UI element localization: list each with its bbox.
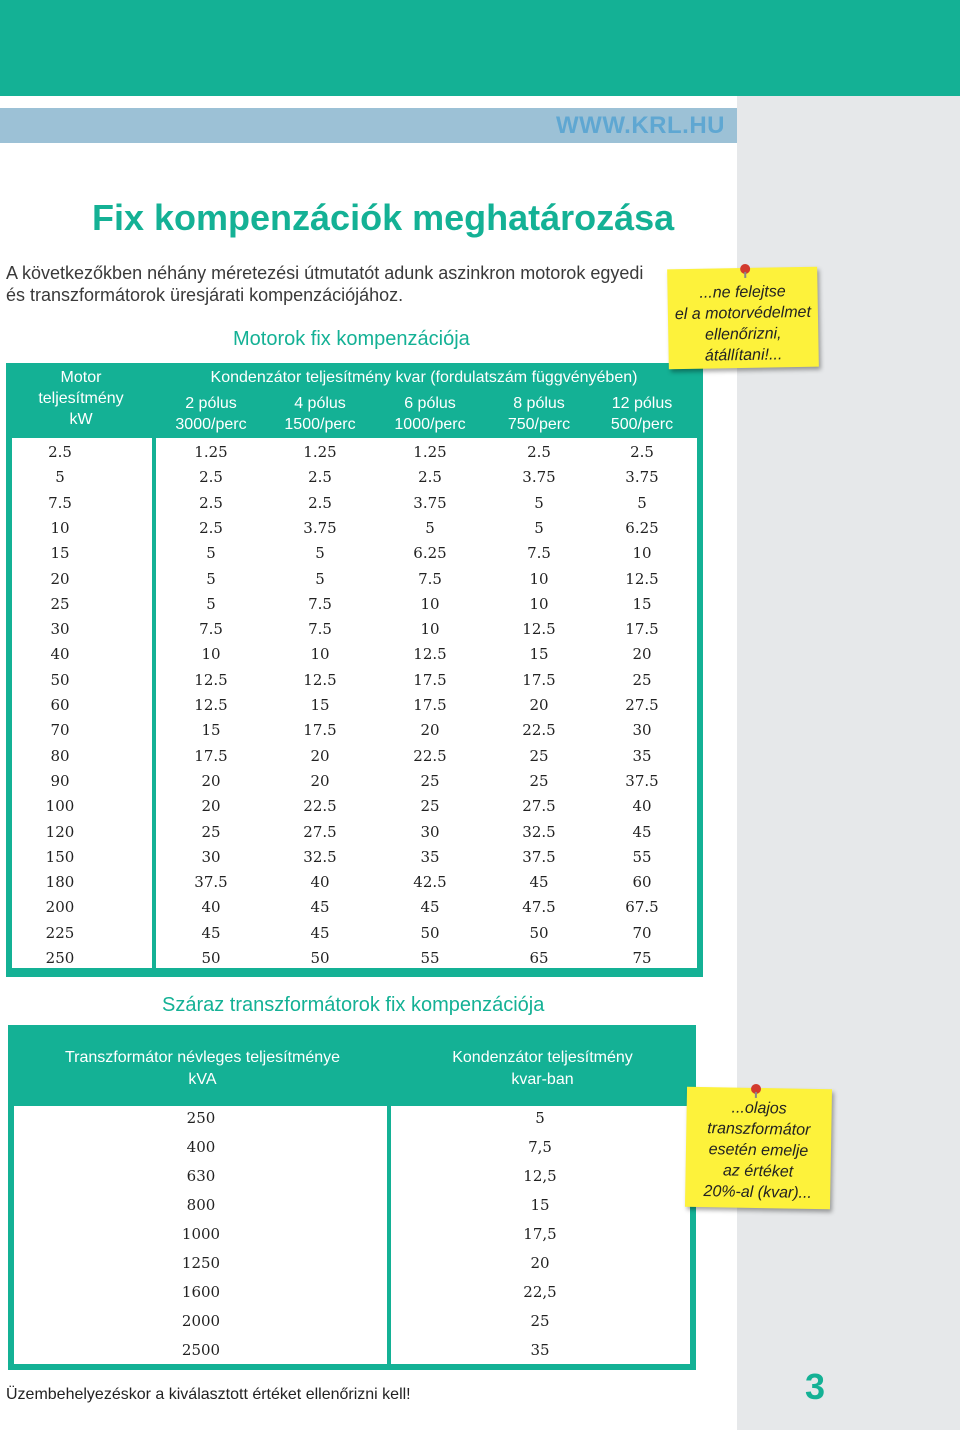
table-row [6,570,703,595]
table-row [6,823,703,848]
url-banner [0,108,737,143]
pole-header: 2 pólus 3000/perc [175,395,247,433]
table-row [6,848,703,873]
transformer-compensation-table [8,1025,696,1370]
table-row [6,671,703,696]
capacitor-kvar-cell: 1.25 [413,443,447,461]
table-row [8,1254,696,1283]
capacitor-kvar-cell: 25 [201,822,221,841]
capacitor-kvar-header: Kondenzátor teljesítmény kvar-ban [452,1049,633,1088]
table-row [8,1283,696,1312]
capacitor-kvar-cell: 5 [534,518,544,537]
capacitor-kvar-cell: 10 [529,594,549,613]
capacitor-kvar-cell: 20 [529,696,549,714]
capacitor-kvar-cell: 10 [310,645,330,664]
capacitor-kvar-cell: 20 [201,797,221,816]
capacitor-kvar-cell: 2.5 [308,493,332,512]
capacitor-kvar-cell: 15 [310,696,330,714]
pole-header: 12 pólus 500/perc [610,395,674,433]
table-row [6,494,703,519]
capacitor-kvar-cell: 7.5 [308,620,332,639]
pushpin-icon [751,1084,761,1094]
capacitor-kvar-cell: 30 [201,847,221,866]
capacitor-kvar-cell: 12.5 [194,696,228,714]
motor-kw-cell: 150 [45,847,75,866]
capacitor-kvar-cell: 3.75 [303,518,337,537]
pushpin-icon [740,264,750,274]
table-row [8,1225,696,1254]
table-row [6,898,703,923]
capacitor-kvar-cell: 50 [529,923,549,942]
capacitor-kvar-cell: 22.5 [522,721,556,740]
transformer-kva-cell: 800 [186,1196,216,1214]
capacitor-kvar-cell: 7,5 [528,1138,552,1156]
capacitor-kvar-cell: 5 [315,544,325,563]
motor-kw-cell: 2.5 [48,443,72,461]
capacitor-kvar-cell: 2.5 [527,443,551,461]
capacitor-kvar-cell: 6.25 [625,518,659,537]
capacitor-kvar-cell: 5 [206,544,216,563]
transformer-kva-cell: 400 [186,1138,216,1156]
motor-kw-cell: 90 [50,771,70,790]
capacitor-kvar-cell: 22.5 [413,746,447,765]
capacitor-kvar-cell: 2.5 [199,468,223,487]
motor-kw-cell: 7.5 [48,493,72,512]
capacitor-kvar-cell: 22.5 [303,797,337,816]
capacitor-kvar-cell: 2.5 [418,468,442,487]
capacitor-kvar-cell: 5 [206,594,216,613]
capacitor-kvar-cell: 17.5 [413,670,447,689]
capacitor-kvar-cell: 45 [420,898,440,917]
capacitor-kvar-cell: 25 [529,746,549,765]
table-row [8,1167,696,1196]
capacitor-kvar-cell: 17.5 [625,620,659,639]
capacitor-kvar-cell: 27.5 [522,797,556,816]
capacitor-kvar-cell: 5 [315,569,325,588]
capacitor-kvar-cell: 25 [420,771,440,790]
capacitor-kvar-cell: 20 [310,771,330,790]
capacitor-kvar-cell: 50 [420,923,440,942]
capacitor-kvar-cell: 17.5 [303,721,337,740]
capacitor-kvar-cell: 10 [420,594,440,613]
right-margin-strip [737,0,960,1430]
motor-kw-cell: 180 [45,873,75,892]
table-row [8,1196,696,1225]
capacitor-kvar-cell: 25 [632,670,652,689]
capacitor-kvar-cell: 50 [310,949,330,967]
capacitor-kvar-cell: 5 [535,1109,545,1127]
capacitor-kvar-cell: 15 [632,594,652,613]
capacitor-kvar-cell: 35 [632,746,652,765]
capacitor-kvar-cell: 12.5 [303,670,337,689]
capacitor-kvar-cell: 10 [420,620,440,639]
capacitor-kvar-cell: 7.5 [527,544,551,563]
capacitor-kvar-cell: 5 [425,518,435,537]
capacitor-kvar-cell: 32.5 [303,847,337,866]
capacitor-kvar-cell: 1.25 [303,443,337,461]
capacitor-kvar-cell: 2.5 [630,443,654,461]
capacitor-kvar-cell: 17,5 [523,1225,557,1243]
transformer-kva-cell: 2000 [181,1312,221,1330]
transformer-kva-cell: 1250 [181,1254,221,1272]
intro-line-1: A következőkben néhány méretezési útmutatót adunk aszinkron motorok egyedi [6,263,644,283]
capacitor-kvar-cell: 22,5 [523,1283,557,1301]
transformer-kva-cell: 630 [186,1167,216,1185]
capacitor-kvar-cell: 20 [201,771,221,790]
capacitor-kvar-cell: 7.5 [418,569,442,588]
motor-kw-cell: 20 [50,569,70,588]
capacitor-kvar-cell: 45 [310,923,330,942]
table-row [6,443,703,468]
capacitor-kvar-cell: 25 [530,1312,550,1330]
capacitor-kvar-cell: 17.5 [413,696,447,714]
transformer-kva-cell: 2500 [181,1341,221,1359]
capacitor-kvar-cell: 2.5 [199,493,223,512]
pole-header: 6 pólus 1000/perc [394,395,466,433]
capacitor-kvar-cell: 40 [632,797,652,816]
motor-kw-cell: 225 [45,923,75,942]
motor-section-title: Motorok fix kompenzációja [233,328,470,350]
intro-line-2: és transzformátorok üresjárati kompenzációjához. [6,285,404,305]
capacitor-kvar-cell: 20 [632,645,652,664]
capacitor-kvar-cell: 2.5 [308,468,332,487]
pole-header: 4 pólus 1500/perc [284,395,356,433]
capacitor-kvar-cell: 55 [632,847,652,866]
capacitor-kvar-cell: 50 [201,949,221,967]
capacitor-kvar-cell: 35 [420,847,440,866]
capacitor-kvar-cell: 45 [632,822,652,841]
capacitor-kvar-cell: 30 [632,721,652,740]
capacitor-kvar-cell: 1.25 [194,443,228,461]
capacitor-kvar-cell: 27.5 [303,822,337,841]
capacitor-kvar-cell: 45 [201,923,221,942]
capacitor-kvar-cell: 45 [310,898,330,917]
capacitor-kvar-cell: 5 [206,569,216,588]
capacitor-kvar-cell: 20 [530,1254,550,1272]
capacitor-kvar-cell: 37.5 [194,873,228,892]
page-number: 3 [805,1366,826,1407]
capacitor-kvar-cell: 10 [201,645,221,664]
capacitor-kvar-cell: 30 [420,822,440,841]
motor-compensation-table [6,363,703,977]
capacitor-kvar-cell: 67.5 [625,898,659,917]
capacitor-kvar-cell: 3.75 [413,493,447,512]
transformer-kva-cell: 250 [186,1109,216,1127]
capacitor-kvar-cell: 10 [632,544,652,563]
capacitor-kvar-cell: 55 [420,949,440,967]
capacitor-kvar-cell: 37.5 [522,847,556,866]
capacitor-kvar-cell: 5 [637,493,647,512]
capacitor-kvar-cell: 10 [529,569,549,588]
capacitor-kvar-cell: 37.5 [625,771,659,790]
motor-kw-cell: 25 [50,594,70,613]
motor-kw-cell: 10 [50,518,70,537]
table-row [6,468,703,493]
table-row [6,797,703,822]
capacitor-kvar-cell: 27.5 [625,696,659,714]
table-row [8,1312,696,1341]
footer-note: Üzembehelyezéskor a kiválasztott értéket ellenőrizni kell! [6,1386,411,1403]
page-title: Fix kompenzációk meghatározása [92,197,675,238]
capacitor-kvar-cell: 5 [534,493,544,512]
capacitor-kvar-cell: 42.5 [413,873,447,892]
capacitor-kvar-cell: 35 [530,1341,550,1359]
capacitor-kvar-cell: 75 [632,949,652,967]
capacitor-kvar-cell: 12.5 [625,569,659,588]
table-row [8,1341,696,1370]
motor-kw-cell: 100 [45,797,75,816]
motor-kw-cell: 120 [45,822,75,841]
capacitor-kvar-cell: 12.5 [413,645,447,664]
sticky-note-oil-transformer: ...olajos transzformátor esetén emelje az értéket 20%-al (kvar)... [685,1087,832,1210]
capacitor-kvar-cell: 12.5 [194,670,228,689]
table-row [6,620,703,645]
motor-kw-cell: 200 [45,898,75,917]
capacitor-kvar-cell: 15 [530,1196,550,1214]
capacitor-kvar-cell: 15 [201,721,221,740]
capacitor-kvar-cell: 20 [420,721,440,740]
table-row [6,721,703,746]
capacitor-kvar-cell: 6.25 [413,544,447,563]
capacitor-kvar-cell: 40 [310,873,330,892]
capacitor-kvar-cell: 25 [420,797,440,816]
capacitor-kvar-cell: 32.5 [522,822,556,841]
capacitor-kvar-cell: 40 [201,898,221,917]
table-row [8,1109,696,1138]
table-row [6,696,703,721]
capacitor-kvar-cell: 17.5 [194,746,228,765]
table-row [6,519,703,544]
website-url[interactable]: WWW.KRL.HU [556,112,725,139]
capacitor-kvar-cell: 3.75 [522,468,556,487]
capacitor-kvar-cell: 25 [529,771,549,790]
table-row [6,595,703,620]
table-row [6,924,703,949]
capacitor-power-header: Kondenzátor teljesítmény kvar (fordulatszám függvényében) [210,369,638,386]
capacitor-kvar-cell: 3.75 [625,468,659,487]
capacitor-kvar-cell: 12,5 [523,1167,557,1185]
motor-kw-cell: 250 [45,949,75,967]
top-banner [0,0,760,96]
motor-power-header: Motor teljesítmény kW [38,369,124,428]
right-margin-top [737,0,960,96]
capacitor-kvar-cell: 15 [529,645,549,664]
motor-kw-cell: 70 [50,721,70,740]
capacitor-kvar-cell: 2.5 [199,518,223,537]
capacitor-kvar-cell: 60 [632,873,652,892]
capacitor-kvar-cell: 7.5 [308,594,332,613]
pole-header: 8 pólus 750/perc [507,395,571,433]
table-row [6,544,703,569]
motor-kw-cell: 5 [55,468,65,487]
capacitor-kvar-cell: 45 [529,873,549,892]
motor-kw-cell: 80 [50,746,70,765]
table-row [6,772,703,797]
transformer-kva-cell: 1000 [181,1225,221,1243]
table-row [6,873,703,898]
capacitor-kvar-cell: 12.5 [522,620,556,639]
table-row [6,949,703,974]
motor-kw-cell: 15 [50,544,70,563]
capacitor-kvar-cell: 65 [529,949,549,967]
capacitor-kvar-cell: 20 [310,746,330,765]
capacitor-kvar-cell: 7.5 [199,620,223,639]
capacitor-kvar-cell: 47.5 [522,898,556,917]
transformer-kva-cell: 1600 [181,1283,221,1301]
intro-text [6,262,706,306]
table-row [6,747,703,772]
table-row [6,645,703,670]
trafo-section-title: Száraz transzformátorok fix kompenzációja [162,994,545,1016]
motor-kw-cell: 50 [50,670,70,689]
capacitor-kvar-cell: 17.5 [522,670,556,689]
transformer-rating-header: Transzformátor névleges teljesítménye kVA [64,1049,341,1088]
table-row [8,1138,696,1167]
capacitor-kvar-cell: 70 [632,923,652,942]
sticky-note-motor-protection: ...ne felejtse el a motorvédelmet ellenőrizni, átállítani!... [667,267,819,370]
motor-kw-cell: 40 [50,645,70,664]
motor-kw-cell: 30 [50,620,70,639]
motor-kw-cell: 60 [50,696,70,714]
